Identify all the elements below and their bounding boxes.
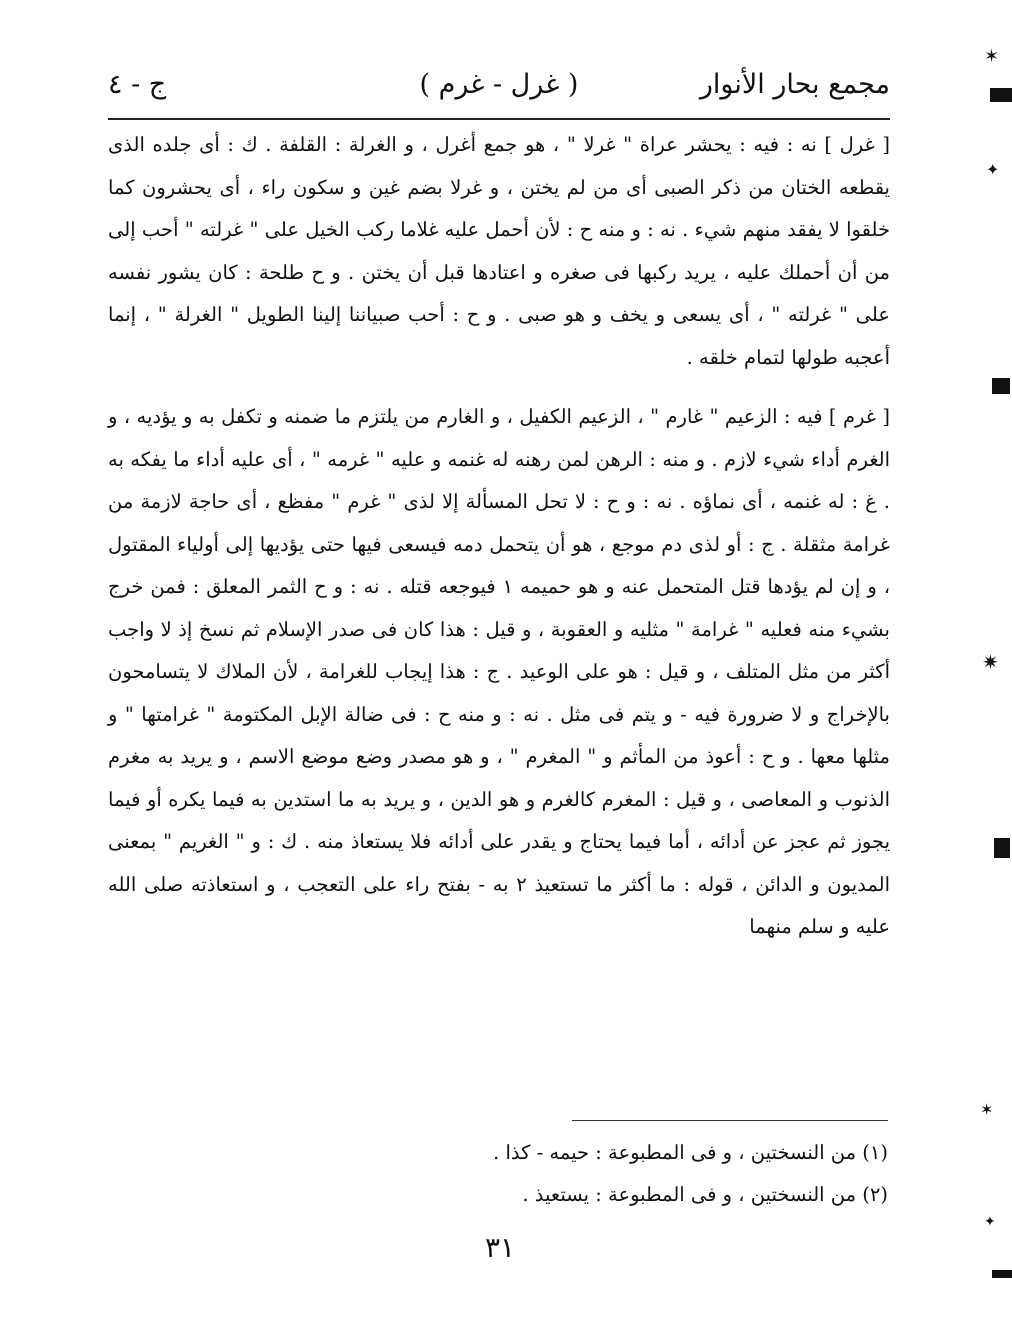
page-number: ٣١ xyxy=(484,1231,516,1264)
scan-mark-bar-icon xyxy=(990,88,1012,102)
main-text xyxy=(108,124,890,949)
footnote-1: (١) من النسختين ، و فى المطبوعة : حيمه - كذا . xyxy=(493,1141,888,1164)
entry-range: ( غرل - غرم ) xyxy=(419,69,579,100)
footnote-2: (٢) من النسختين ، و فى المطبوعة : يستعيذ . xyxy=(522,1183,888,1206)
scan-mark-star-icon: ✶ xyxy=(984,46,1000,67)
scan-mark-bar-icon xyxy=(992,1270,1012,1278)
book-title: مجمع بحار الأنوار xyxy=(699,69,890,100)
scan-mark-star-icon: ✷ xyxy=(982,650,999,674)
running-header xyxy=(108,60,890,110)
scan-mark-bar-icon xyxy=(992,378,1010,394)
footnotes xyxy=(400,1132,888,1216)
header-rule xyxy=(108,118,890,120)
volume-label: ج - ٤ xyxy=(108,69,167,100)
scan-mark-star-icon: ✦ xyxy=(984,1214,996,1230)
entry-paragraph-ghrm: [ غرم ] فيه : الزعيم " غارم " ، الزعيم الكفيل ، و الغارم من يلتزم ما ضمنه و تكفل به و يؤديه ، و الغرم أداء شيء لازم . و منه : الرهن لمن رهنه له غنمه و عليه " غرمه " ، أى عليه أداء ما يفكه به . غ : له غنمه ، أى نماؤه . نه : و ح : لا تحل المسألة إلا لذى " غرم " مفظع ، أى حاجة لازمة من غرامة مثقلة . ج : أو لذى دم موجع ، هو أن يتحمل دمه فيسعى فيها حتى يؤديها إلى أولياء المقتول ، و إن لم يؤدها قتل المتحمل عنه و هو حميمه ١ فيوجعه قتله . نه : و ح الثمر المعلق : فمن خرج بشيء منه فعليه " غرامة " مثليه و العقوبة ، و قيل : هذا كان فى صدر الإسلام ثم نسخ إذ لا واجب أكثر من مثل المتلف ، و قيل : هو على الوعيد . ج : هذا إيجاب للغرامة ، لأن الملاك لا يتسامحون بالإخراج و لا ضرورة فيه - و يتم فى مثل . نه : و منه ح : فى ضالة الإبل المكتومة " غرامتها " و مثلها معها . و ح : أعوذ من المأثم و " المغرم " ، و هو مصدر وضع موضع الاسم ، و يريد به مغرم الذنوب و المعاصى ، و قيل : المغرم كالغرم و هو الدين ، و يريد به ما استدين به فيما يكره أو فيما يجوز ثم عجز عن أدائه ، أما فيما يحتاج و يقدر على أدائه فلا يستعاذ منه . ك : و " الغريم " بمعنى المديون و الدائن ، قوله : ما أكثر ما تستعيذ ٢ به - بفتح راء على التعجب ، و استعاذته صلى الله عليه و سلم منهما xyxy=(108,405,890,938)
scan-mark-star-icon: ✦ xyxy=(986,160,1000,179)
scan-mark-bar-icon xyxy=(994,838,1010,858)
scan-mark-star-icon: ✶ xyxy=(980,1100,994,1119)
entry-paragraph-ghrl: [ غرل ] نه : فيه : يحشر عراة " غرلا " ، هو جمع أغرل ، و الغرلة : القلفة . ك : أى جلده الذى يقطعه الختان من ذكر الصبى أى من لم يختن ، و غرلا بضم غين و سكون راء ، أى يحشرون كما خلقوا لا يفقد منهم شيء . نه : و منه ح : لأن أحمل عليه غلاما ركب الخيل على " غرلته " أحب إلى من أن أحملك عليه ، يريد ركبها فى صغره و اعتادها قبل أن يختن . و ح طلحة : كان يشور نفسه على " غرلته " ، أى يسعى و يخف و هو صبى . و ح : أحب صبياننا إلينا الطويل " الغرلة " ، إنما أعجبه طولها لتمام خلقه . xyxy=(108,133,890,369)
footnote-rule xyxy=(572,1120,888,1121)
